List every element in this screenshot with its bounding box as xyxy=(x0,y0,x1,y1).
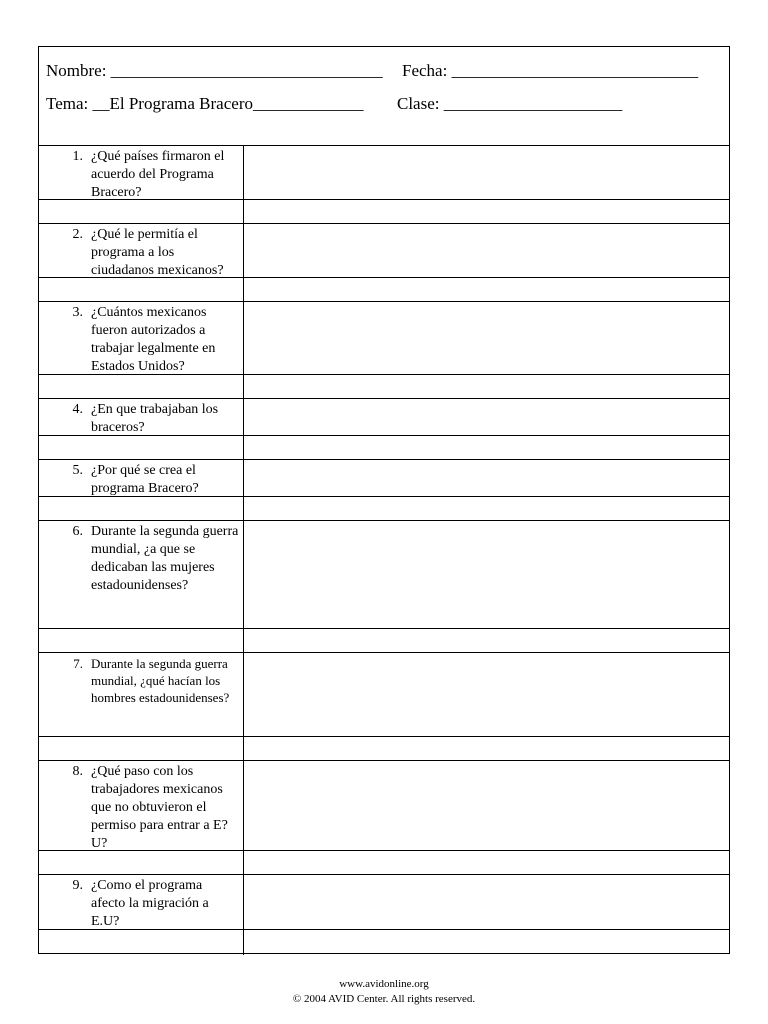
spacer-row xyxy=(39,436,729,460)
question-text: ¿Qué paso con los trabajadores mexicanos que no obtuvieron el permiso para entrar a E?U? xyxy=(91,764,228,851)
question-text: ¿Por qué se crea el programa Bracero? xyxy=(91,463,199,496)
answer-cell[interactable] xyxy=(244,146,729,199)
spacer-cell xyxy=(39,200,244,223)
question-text: ¿Qué países firmaron el acuerdo del Programa Bracero? xyxy=(91,149,225,200)
spacer-cell xyxy=(39,497,244,520)
question-number: 2. xyxy=(72,227,83,242)
answer-cell[interactable] xyxy=(244,399,729,435)
spacer-answer-cell[interactable] xyxy=(244,629,729,652)
answer-cell[interactable] xyxy=(244,224,729,277)
question-number: 9. xyxy=(72,878,83,893)
question-row xyxy=(39,302,729,375)
answer-cell[interactable] xyxy=(244,653,729,736)
question-text: ¿Como el programa afecto la migración a E.U? xyxy=(91,878,209,929)
answer-cell[interactable] xyxy=(244,761,729,850)
spacer-row xyxy=(39,629,729,653)
spacer-row xyxy=(39,278,729,302)
spacer-answer-cell[interactable] xyxy=(244,436,729,459)
question-number: 5. xyxy=(72,463,83,478)
page-footer xyxy=(0,977,768,1007)
question-text: ¿En que trabajaban los braceros? xyxy=(91,402,219,435)
spacer-row xyxy=(39,497,729,521)
question-text: Durante la segunda guerra mundial, ¿a que se dedicaban las mujeres estadounidenses? xyxy=(91,524,239,593)
answer-cell[interactable] xyxy=(244,460,729,496)
tema-field[interactable]: Tema: __El Programa Bracero_____________ xyxy=(46,94,364,113)
question-number: 1. xyxy=(72,149,83,164)
spacer-cell xyxy=(39,930,244,955)
nombre-field[interactable]: Nombre: ________________________________ xyxy=(46,61,383,80)
clase-field[interactable]: Clase: _____________________ xyxy=(397,94,623,113)
spacer-cell xyxy=(39,375,244,398)
question-text: Durante la segunda guerra mundial, ¿qué hacían los hombres estadounidenses? xyxy=(91,656,230,705)
answer-cell[interactable] xyxy=(244,521,729,628)
question-row xyxy=(39,399,729,436)
question-number: 8. xyxy=(72,764,83,779)
spacer-cell xyxy=(39,436,244,459)
question-row xyxy=(39,521,729,629)
spacer-row xyxy=(39,375,729,399)
spacer-answer-cell[interactable] xyxy=(244,375,729,398)
spacer-row xyxy=(39,930,729,955)
question-number: 4. xyxy=(72,402,83,417)
spacer-row xyxy=(39,737,729,761)
answer-cell[interactable] xyxy=(244,302,729,374)
question-cell xyxy=(39,653,244,736)
footer-copyright: © 2004 AVID Center. All rights reserved. xyxy=(292,993,476,1005)
question-table xyxy=(39,146,729,955)
question-cell xyxy=(39,399,244,435)
footer-url: www.avidonline.org xyxy=(339,978,429,990)
spacer-cell xyxy=(39,629,244,652)
fecha-field[interactable]: Fecha: _____________________________ xyxy=(402,61,699,80)
question-number: 3. xyxy=(72,305,83,320)
spacer-row xyxy=(39,200,729,224)
question-cell xyxy=(39,302,244,374)
spacer-answer-cell[interactable] xyxy=(244,497,729,520)
question-cell xyxy=(39,146,244,199)
question-cell xyxy=(39,460,244,496)
spacer-answer-cell[interactable] xyxy=(244,851,729,874)
question-cell xyxy=(39,875,244,929)
question-row xyxy=(39,460,729,497)
worksheet xyxy=(38,46,730,954)
spacer-answer-cell[interactable] xyxy=(244,200,729,223)
question-text: ¿Cuántos mexicanos fueron autorizados a trabajar legalmente en Estados Unidos? xyxy=(91,305,216,374)
question-row xyxy=(39,146,729,200)
question-number: 7. xyxy=(73,656,83,671)
spacer-answer-cell[interactable] xyxy=(244,278,729,301)
question-cell xyxy=(39,224,244,277)
question-cell xyxy=(39,761,244,850)
question-text: ¿Qué le permitía el programa a los ciudadanos mexicanos? xyxy=(91,227,224,278)
worksheet-header xyxy=(39,47,729,146)
spacer-row xyxy=(39,851,729,875)
spacer-cell xyxy=(39,851,244,874)
spacer-cell xyxy=(39,737,244,760)
question-row xyxy=(39,653,729,737)
question-row xyxy=(39,761,729,851)
answer-cell[interactable] xyxy=(244,875,729,929)
question-number: 6. xyxy=(72,524,83,539)
question-cell xyxy=(39,521,244,628)
spacer-answer-cell[interactable] xyxy=(244,737,729,760)
question-row xyxy=(39,224,729,278)
spacer-answer-cell[interactable] xyxy=(244,930,729,955)
question-row xyxy=(39,875,729,930)
spacer-cell xyxy=(39,278,244,301)
